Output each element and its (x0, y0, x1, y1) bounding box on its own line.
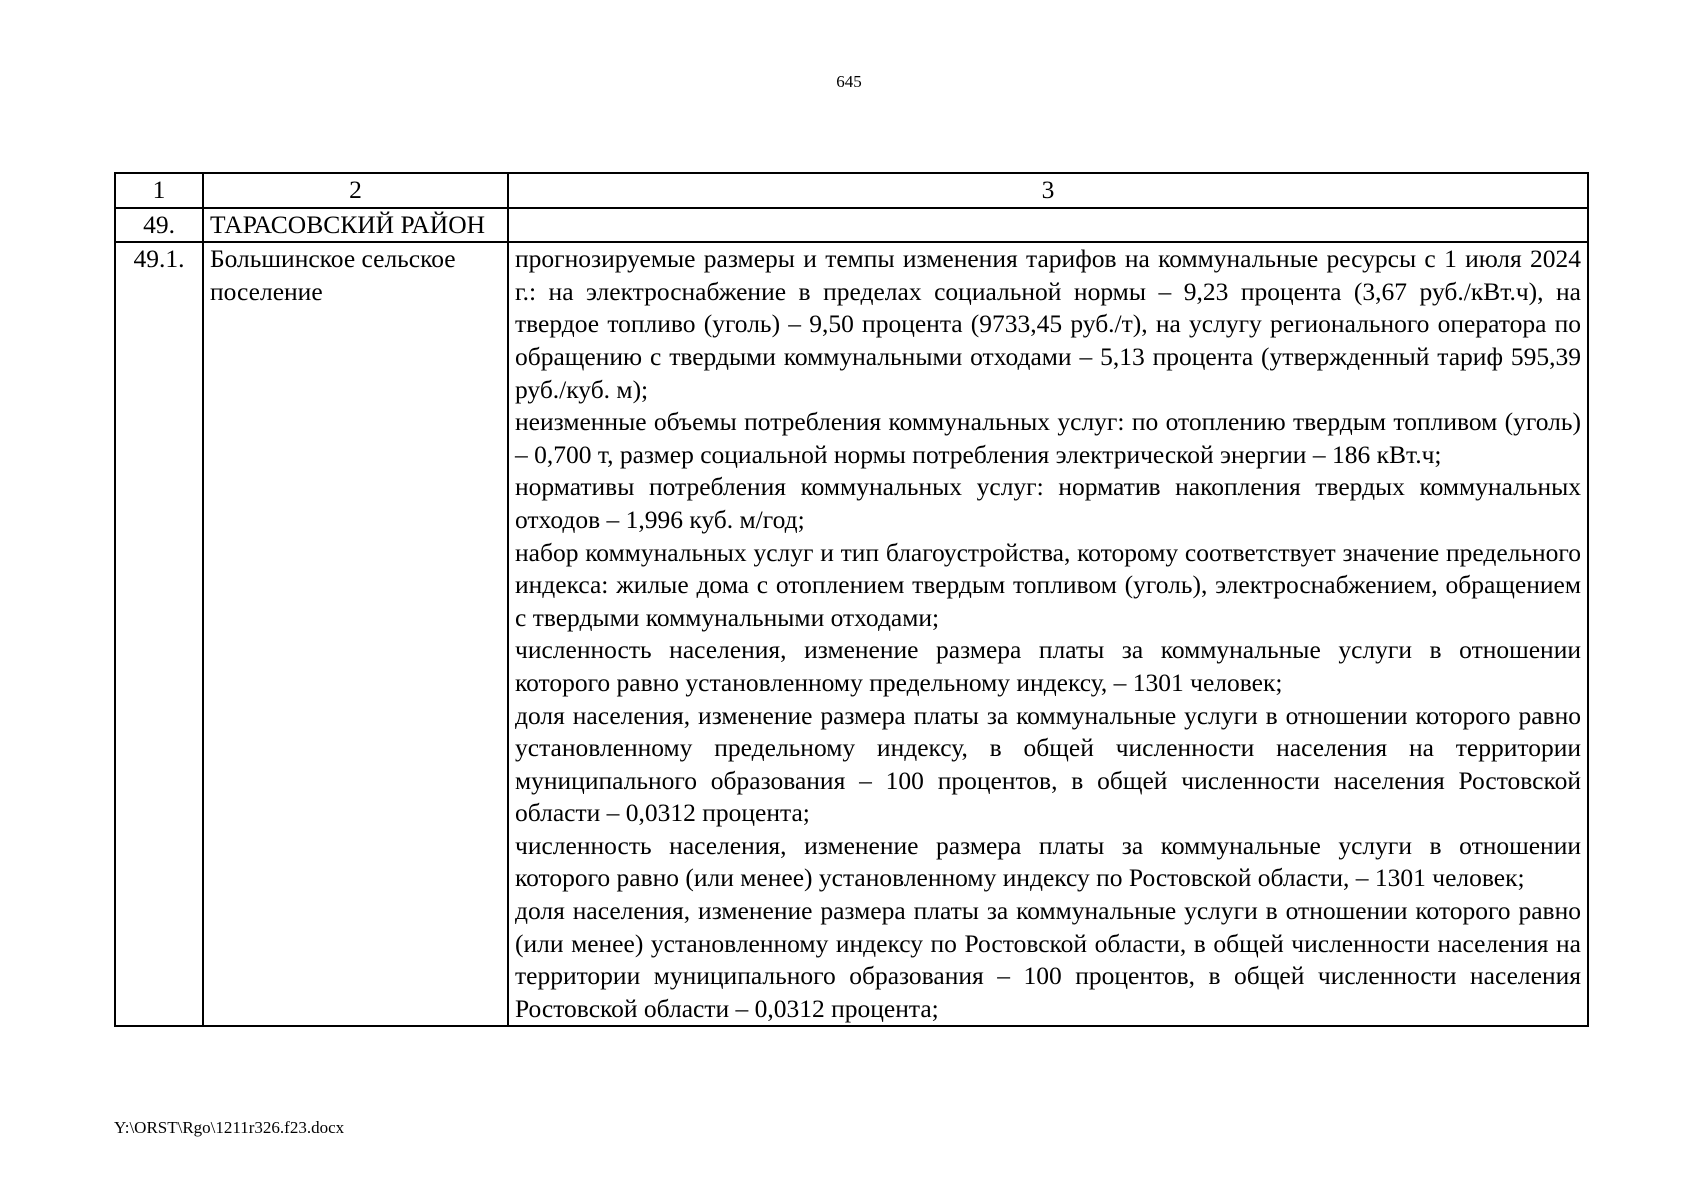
table-header-row (115, 173, 1588, 208)
settlement-name: Большинское сельское поселение (203, 242, 508, 1026)
settlement-description (508, 242, 1588, 1026)
settlement-number: 49.1. (115, 242, 203, 1026)
settlement-row (115, 242, 1588, 1026)
population-count-regional-paragraph: численность населения, изменение размера платы за коммунальные услуги в отношении которого равно (или менее) установленному индексу по Ростовской области, – 1301 человек; (515, 830, 1581, 893)
region-name: ТАРАСОВСКИЙ РАЙОН (203, 208, 508, 243)
column-header-1: 1 (115, 173, 203, 208)
population-share-regional-paragraph: доля населения, изменение размера платы за коммунальные услуги в отношении которого равно (или менее) установленному индексу по Ростовской области, в общей численности населения на территории муниципального образования – 100 процентов, в общей численности населения Ростовской области – 0,0312 процента; (515, 896, 1581, 1023)
consumption-norms-paragraph: нормативы потребления коммунальных услуг: норматив накопления твердых коммунальных отходов – 1,996 куб. м/год; (515, 472, 1581, 534)
region-number: 49. (115, 208, 203, 243)
tariff-paragraph: прогнозируемые размеры и темпы изменения тарифов на коммунальные ресурсы с 1 июля 2024 г.: на электроснабжение в пределах социальной нормы – 9,23 процента (3,67 руб./кВт.ч), на твердое топливо (уголь) – 9,50 процента (9733,45 руб./т), на услугу регионального оператора по обращению с твердыми коммунальными отходами – 5,13 процента (утвержденный тариф 595,39 руб./куб. м); (515, 244, 1581, 404)
column-header-2: 2 (203, 173, 508, 208)
population-count-paragraph: численность населения, изменение размера платы за коммунальные услуги в отношении которого равно установленному предельному индексу, – 1301 человек; (515, 635, 1581, 697)
tariff-table (114, 172, 1589, 1027)
service-set-paragraph: набор коммунальных услуг и тип благоустройства, которому соответствует значение предельного индекса: жилые дома с отоплением твердым топливом (уголь), электроснабжением, обращением с твердыми коммунальными отходами; (515, 537, 1581, 632)
region-description (508, 208, 1588, 243)
column-header-3: 3 (508, 173, 1588, 208)
page-number: 645 (836, 72, 862, 91)
file-path-footer: Y:\ORST\Rgo\1211r326.f23.docx (114, 1118, 345, 1137)
population-share-paragraph: доля населения, изменение размера платы за коммунальные услуги в отношении которого равно установленному предельному индексу, в общей численности населения на территории муниципального образования – 100 процентов, в общей численности населения Ростовской области – 0,0312 процента; (515, 700, 1581, 828)
region-row (115, 208, 1588, 243)
consumption-volume-paragraph: неизменные объемы потребления коммунальных услуг: по отоплению твердым топливом (уголь) – 0,700 т, размер социальной нормы потребления электрической энергии – 186 кВт.ч; (515, 407, 1581, 469)
